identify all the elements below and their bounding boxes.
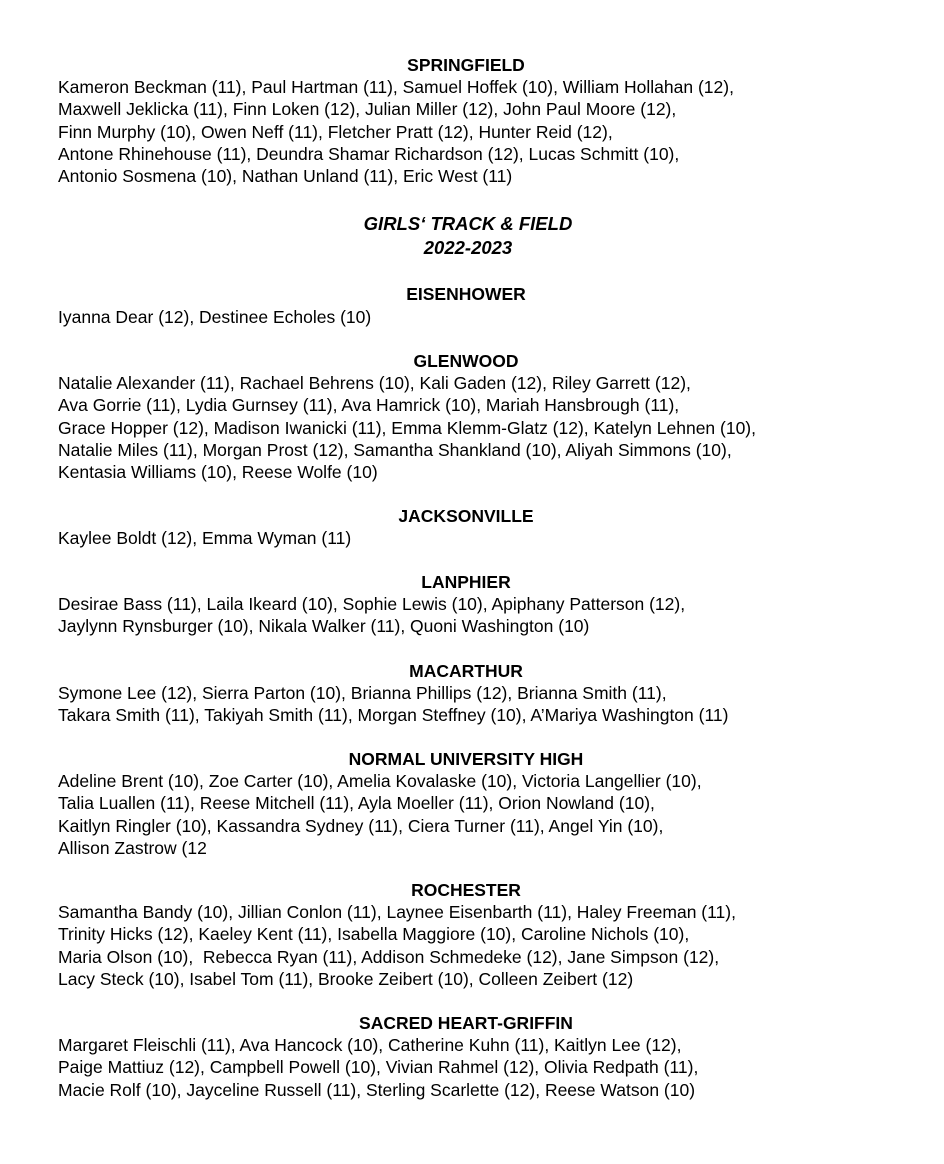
roster-line: Kaylee Boldt (12), Emma Wyman (11) (58, 528, 352, 548)
roster-normal-university-high (58, 770, 898, 859)
roster-line: Grace Hopper (12), Madison Iwanicki (11), Emma Klemm-Glatz (12), Katelyn Lehnen (10), (58, 417, 757, 438)
roster-sacred-heart-griffin (58, 1034, 898, 1101)
school-heading-sacred-heart-griffin: SACRED HEART-GRIFFIN (359, 1013, 573, 1033)
section-title: GIRLS‘ TRACK & FIELD (363, 213, 573, 234)
roster-springfield (58, 76, 898, 187)
roster-eisenhower (58, 306, 898, 328)
school-heading-lanphier: LANPHIER (421, 572, 511, 592)
roster-glenwood (58, 372, 898, 483)
roster-line: Iyanna Dear (12), Destinee Echoles (10) (58, 307, 372, 327)
roster-line: Finn Murphy (10), Owen Neff (11), Fletcher Pratt (12), Hunter Reid (12), (58, 121, 613, 142)
roster-line: Talia Luallen (11), Reese Mitchell (11), Ayla Moeller (11), Orion Nowland (10), (58, 793, 655, 814)
roster-line: Allison Zastrow (12 (58, 837, 207, 858)
roster-line: Symone Lee (12), Sierra Parton (10), Brianna Phillips (12), Brianna Smith (11), (58, 683, 667, 703)
section-year: 2022-2023 (423, 237, 513, 258)
roster-line: Kentasia Williams (10), Reese Wolfe (10) (58, 462, 378, 483)
roster-line: Desirae Bass (11), Laila Ikeard (10), Sophie Lewis (10), Apiphany Patterson (12), (58, 594, 686, 614)
roster-rochester (58, 901, 898, 990)
school-heading-normal-university-high: NORMAL UNIVERSITY HIGH (348, 749, 584, 769)
roster-line: Adeline Brent (10), Zoe Carter (10), Amelia Kovalaske (10), Victoria Langellier (10), (58, 771, 702, 791)
school-heading-springfield: SPRINGFIELD (407, 55, 525, 75)
roster-line: Natalie Miles (11), Morgan Prost (12), Samantha Shankland (10), Aliyah Simmons (10), (58, 439, 732, 460)
roster-macarthur (58, 682, 898, 727)
roster-line: Samantha Bandy (10), Jillian Conlon (11), Laynee Eisenbarth (11), Haley Freeman (11), (58, 902, 736, 922)
roster-line: Maxwell Jeklicka (11), Finn Loken (12), Julian Miller (12), John Paul Moore (12), (58, 99, 677, 120)
roster-jacksonville (58, 527, 898, 549)
roster-line: Kameron Beckman (11), Paul Hartman (11), Samuel Hoffek (10), William Hollahan (12), (58, 77, 734, 97)
roster-line: Antone Rhinehouse (11), Deundra Shamar Richardson (12), Lucas Schmitt (10), (58, 143, 680, 164)
roster-lanphier (58, 593, 898, 638)
school-heading-eisenhower: EISENHOWER (406, 284, 526, 304)
school-heading-macarthur: MACARTHUR (409, 661, 523, 681)
roster-line: Antonio Sosmena (10), Nathan Unland (11), Eric West (11) (58, 166, 513, 187)
roster-line: Margaret Fleischli (11), Ava Hancock (10), Catherine Kuhn (11), Kaitlyn Lee (12), (58, 1035, 682, 1055)
roster-line: Macie Rolf (10), Jayceline Russell (11), Sterling Scarlette (12), Reese Watson (10) (58, 1079, 696, 1100)
roster-line: Kaitlyn Ringler (10), Kassandra Sydney (11), Ciera Turner (11), Angel Yin (10), (58, 815, 664, 836)
school-heading-jacksonville: JACKSONVILLE (398, 506, 534, 526)
roster-line: Lacy Steck (10), Isabel Tom (11), Brooke Zeibert (10), Colleen Zeibert (12) (58, 968, 634, 989)
roster-line: Maria Olson (10), Rebecca Ryan (11), Addison Schmedeke (12), Jane Simpson (12), (58, 946, 720, 967)
roster-line: Takara Smith (11), Takiyah Smith (11), Morgan Steffney (10), A’Mariya Washington (11) (58, 705, 729, 726)
roster-line: Jaylynn Rynsburger (10), Nikala Walker (11), Quoni Washington (10) (58, 616, 590, 637)
roster-line: Trinity Hicks (12), Kaeley Kent (11), Isabella Maggiore (10), Caroline Nichols (10), (58, 924, 690, 945)
roster-line: Paige Mattiuz (12), Campbell Powell (10), Vivian Rahmel (12), Olivia Redpath (11), (58, 1057, 699, 1078)
roster-line: Natalie Alexander (11), Rachael Behrens (10), Kali Gaden (12), Riley Garrett (12), (58, 373, 691, 393)
roster-line: Ava Gorrie (11), Lydia Gurnsey (11), Ava Hamrick (10), Mariah Hansbrough (11), (58, 395, 680, 416)
school-heading-rochester: ROCHESTER (411, 880, 521, 900)
school-heading-glenwood: GLENWOOD (413, 351, 519, 371)
